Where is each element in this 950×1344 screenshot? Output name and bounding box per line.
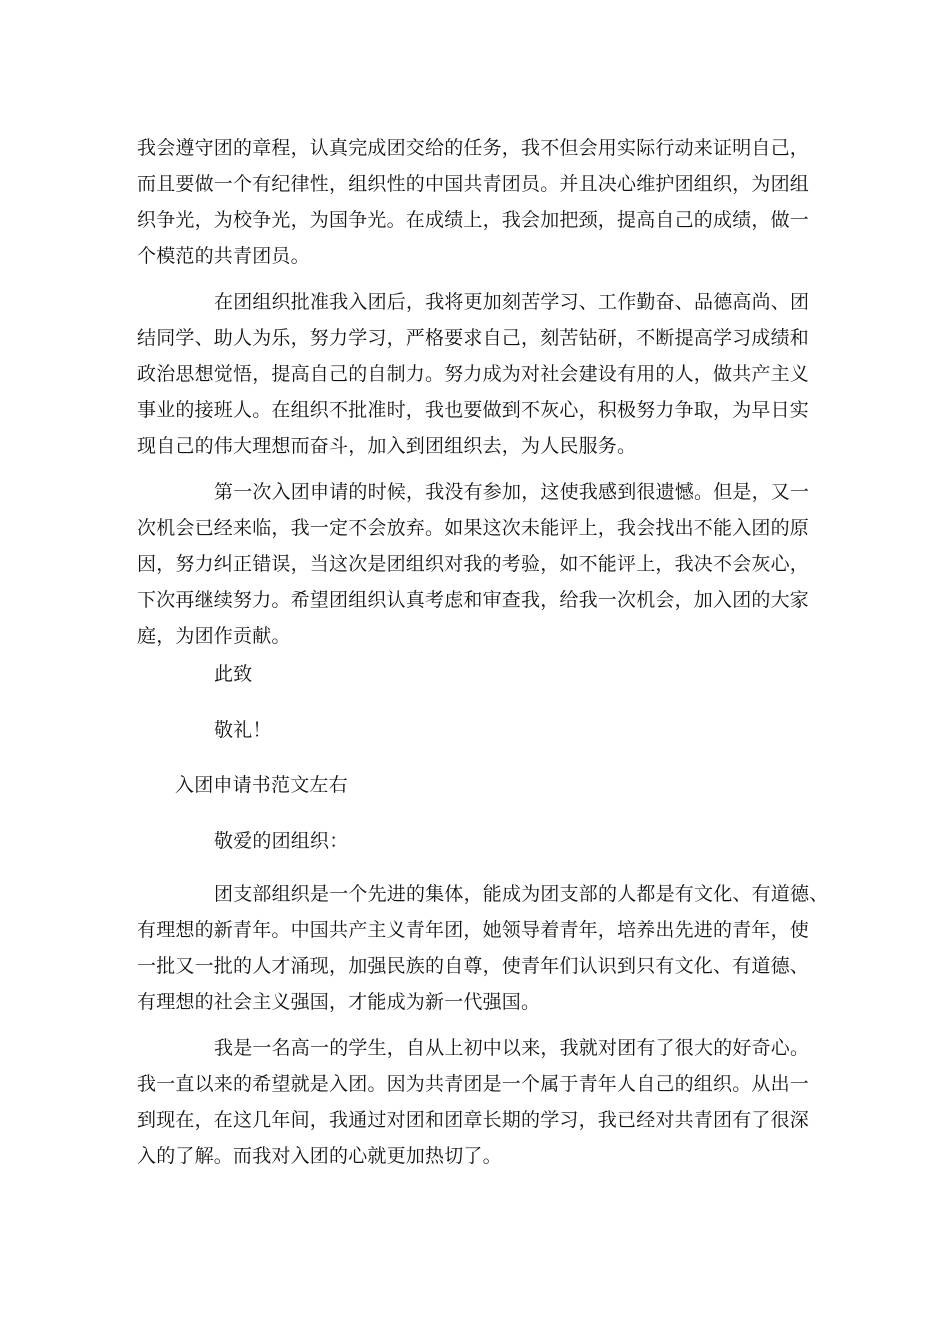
paragraph-line: 有理想的新青年。中国共产主义青年团，她领导着青年，培养出先进的青年，使 [137,919,810,941]
paragraph-line: 个模范的共青团员。 [137,245,310,267]
paragraph-line: 下次再继续努力。希望团组织认真考虑和审查我，给我一次机会，加入团的大家 [137,589,810,611]
paragraph-line: 我一直以来的希望就是入团。因为共青团是一个属于青年人自己的组织。从出一 [137,1073,810,1095]
paragraph-line: 入的了解。而我对入团的心就更加热切了。 [137,1145,502,1167]
paragraph-line: 政治思想觉悟，提高自己的自制力。努力成为对社会建设有用的人，做共产主义 [137,363,810,385]
paragraph-line: 庭，为团作贡献。 [137,625,291,647]
paragraph-line: 第一次入团申请的时候，我没有参加，这使我感到很遗憾。但是，又一 [214,481,810,503]
paragraph-line: 因，努力纠正错误，当这次是团组织对我的考验，如不能评上，我决不会灰心， [137,553,810,575]
closing-salutation: 此致 [214,663,253,685]
section-title: 入团申请书范文左右 [175,774,348,796]
paragraph-2 [137,284,837,464]
paragraph-line: 织争光，为校争光，为国争光。在成绩上，我会加把颈，提高自己的成绩，做一 [137,209,810,231]
paragraph-line: 到现在，在这几年间，我通过对团和团章长期的学习，我已经对共青团有了很深 [137,1109,810,1131]
paragraph-line: 现自己的伟大理想而奋斗，加入到团组织去，为人民服务。 [137,435,637,457]
paragraph-3 [137,474,837,654]
paragraph-line: 结同学、助人为乐，努力学习，严格要求自己，刻苦钻研，不断提高学习成绩和 [137,327,810,349]
closing-regards: 敬礼！ [214,719,272,741]
paragraph-4 [137,876,837,1020]
greeting: 敬爱的团组织： [214,830,349,852]
paragraph-line: 而且要做一个有纪律性，组织性的中国共青团员。并且决心维护团组织，为团组 [137,173,810,195]
paragraph-5 [137,1030,837,1174]
paragraph-line: 事业的接班人。在组织不批准时，我也要做到不灰心，积极努力争取，为早日实 [137,399,810,421]
paragraph-line: 我是一名高一的学生，自从上初中以来，我就对团有了很大的好奇心。 [214,1037,810,1059]
paragraph-line: 一批又一批的人才涌现，加强民族的自尊，使青年们认识到只有文化、有道德、 [137,955,810,977]
paragraph-1 [137,130,837,274]
paragraph-line: 团支部组织是一个先进的集体，能成为团支部的人都是有文化、有道德、 [214,883,829,905]
paragraph-line: 我会遵守团的章程，认真完成团交给的任务，我不但会用实际行动来证明自己， [137,137,810,159]
paragraph-line: 在团组织批准我入团后，我将更加刻苦学习、工作勤奋、品德高尚、团 [214,291,810,313]
paragraph-line: 次机会已经来临，我一定不会放弃。如果这次未能评上，我会找出不能入团的原 [137,517,810,539]
paragraph-line: 有理想的社会主义强国，才能成为新一代强国。 [137,991,541,1013]
